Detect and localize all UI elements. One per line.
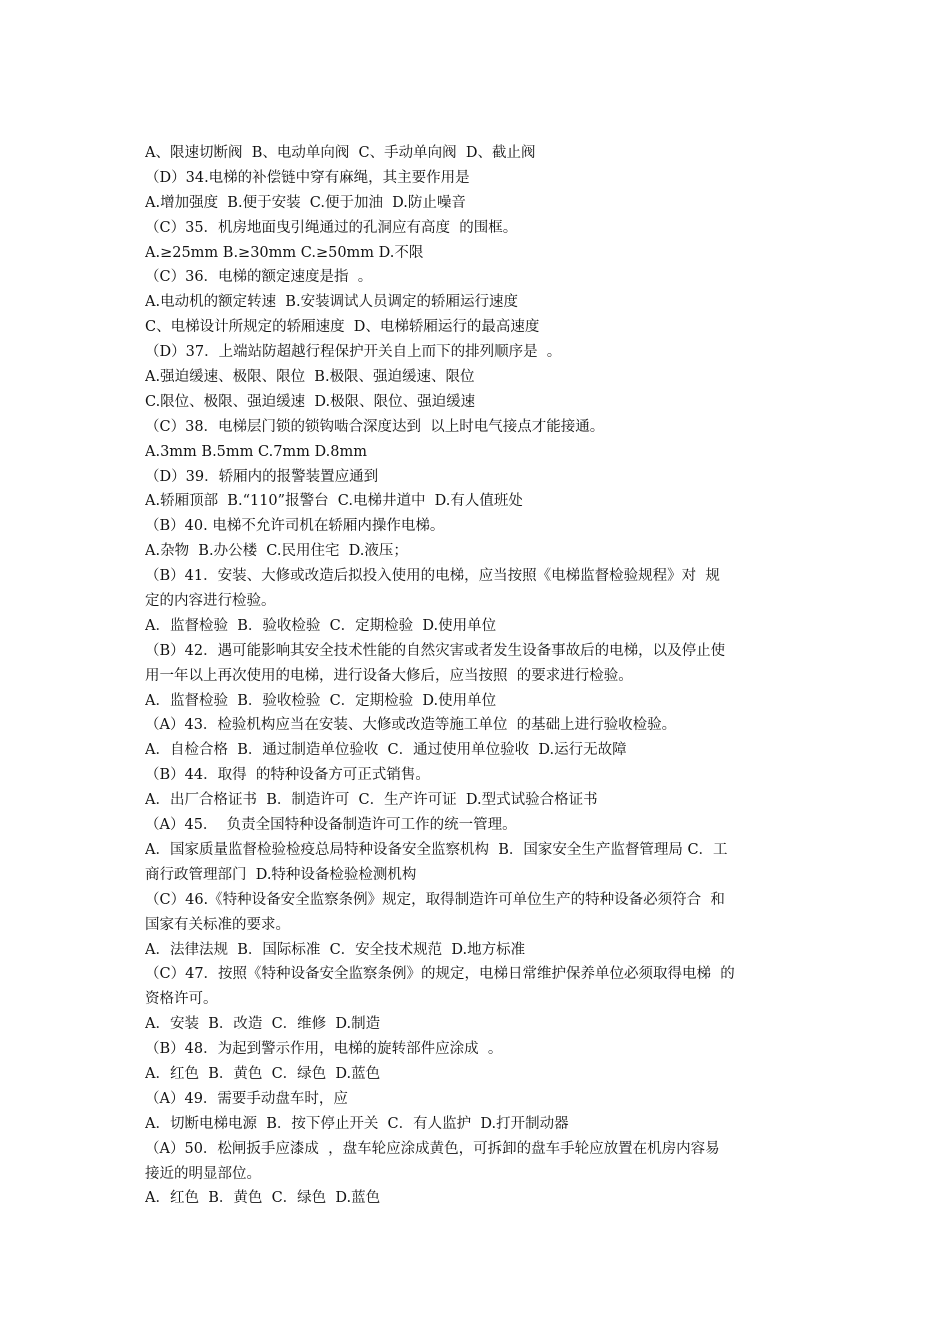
text-line: （D）37．上端站防超越行程保护开关自上而下的排列顺序是 。 bbox=[145, 344, 562, 361]
text-line: A、限速切断阀 B、电动单向阀 C、手动单向阀 D、截止阀 bbox=[145, 145, 536, 161]
text-line: （B）40. 电梯不允许司机在轿厢内操作电梯。 bbox=[145, 518, 445, 535]
text-line: （B）44．取得 的特种设备方可正式销售。 bbox=[145, 767, 430, 784]
text-line: 接近的明显部位。 bbox=[145, 1165, 261, 1182]
text-line: （D）39．轿厢内的报警装置应通到 bbox=[145, 468, 379, 485]
text-line: A.3mm B.5mm C.7mm D.8mm bbox=[145, 443, 367, 460]
text-line: A.电动机的额定转速 B.安装调试人员调定的轿厢运行速度 bbox=[145, 294, 519, 311]
text-line: （C）38．电梯层门锁的锁钩啮合深度达到 以上时电气接点才能接通。 bbox=[145, 418, 605, 435]
text-line: 定的内容进行检验。 bbox=[145, 593, 276, 610]
text-line: 商行政管理部门 D.特种设备检验检测机构 bbox=[145, 866, 417, 883]
text-line: A．自检合格 B．通过制造单位验收 C．通过使用单位验收 D.运行无故障 bbox=[145, 742, 627, 759]
text-line: A．红色 B．黄色 C．绿色 D.蓝色 bbox=[145, 1190, 381, 1207]
text-line: A．法律法规 B．国际标准 C．安全技术规范 D.地方标准 bbox=[145, 941, 526, 958]
text-line: A.杂物 B.办公楼 C.民用住宅 D.液压； bbox=[145, 543, 408, 560]
text-line: A.增加强度 B.便于安装 C.便于加油 D.防止噪音 bbox=[145, 194, 466, 211]
text-line: （C）35．机房地面曳引绳通过的孔洞应有高度 的围框。 bbox=[145, 219, 518, 236]
text-line: A.≥25mm B.≥30mm C.≥50mm D.不限 bbox=[145, 244, 424, 261]
text-line: （B）41．安装、大修或改造后拟投入使用的电梯，应当按照《电梯监督检验规程》对 规 bbox=[145, 568, 720, 585]
text-line: A．监督检验 B．验收检验 C．定期检验 D.使用单位 bbox=[145, 692, 497, 709]
text-line: （A）45． 负责全国特种设备制造许可工作的统一管理。 bbox=[145, 817, 517, 834]
document-body bbox=[145, 141, 810, 1211]
text-line: A．出厂合格证书 B．制造许可 C．生产许可证 D.型式试验合格证书 bbox=[145, 792, 598, 809]
text-line: （A）43．检验机构应当在安装、大修或改造等施工单位 的基础上进行验收检验。 bbox=[145, 717, 677, 734]
text-line: A.强迫缓速、极限、限位 B.极限、强迫缓速、限位 bbox=[145, 369, 475, 386]
text-line: （C）36．电梯的额定速度是指 。 bbox=[145, 269, 373, 286]
text-line: A．红色 B．黄色 C．绿色 D.蓝色 bbox=[145, 1065, 381, 1082]
text-line: 国家有关标准的要求。 bbox=[145, 916, 290, 933]
text-line: （A）50．松闸扳手应漆成 ，盘车轮应涂成黄色，可拆卸的盘车手轮应放置在机房内容易 bbox=[145, 1140, 720, 1157]
text-line: （B）42．遇可能影响其安全技术性能的自然灾害或者发生设备事故后的电梯，以及停止使 bbox=[145, 642, 726, 659]
text-line: （C）47．按照《特种设备安全监察条例》的规定，电梯日常维护保养单位必须取得电梯 的 bbox=[145, 966, 735, 983]
text-line: A．监督检验 B．验收检验 C．定期检验 D.使用单位 bbox=[145, 617, 497, 634]
text-line: （B）48．为起到警示作用，电梯的旋转部件应涂成 。 bbox=[145, 1041, 503, 1058]
text-line: （C）46.《特种设备安全监察条例》规定，取得制造许可单位生产的特种设备必须符合 和 bbox=[145, 891, 725, 908]
text-line: 资格许可。 bbox=[145, 991, 218, 1008]
text-line: 用一年以上再次使用的电梯，进行设备大修后，应当按照 的要求进行检验。 bbox=[145, 667, 633, 684]
text-line: C、电梯设计所规定的轿厢速度 D、电梯轿厢运行的最高速度 bbox=[145, 319, 540, 336]
text-line: （A）49．需要手动盘车时，应 bbox=[145, 1090, 348, 1107]
text-line: A.轿厢顶部 B.“110”报警台 C.电梯井道中 D.有人值班处 bbox=[145, 493, 523, 510]
text-line: C.限位、极限、强迫缓速 D.极限、限位、强迫缓速 bbox=[145, 393, 476, 410]
text-line: A．国家质量监督检验检疫总局特种设备安全监察机构 B．国家安全生产监督管理局 C．工 bbox=[145, 841, 728, 858]
text-line: A．切断电梯电源 B．按下停止开关 C．有人监护 D.打开制动器 bbox=[145, 1115, 569, 1132]
text-line: （D）34.电梯的补偿链中穿有麻绳，其主要作用是 bbox=[145, 169, 470, 186]
text-line: A．安装 B．改造 C．维修 D.制造 bbox=[145, 1016, 381, 1033]
